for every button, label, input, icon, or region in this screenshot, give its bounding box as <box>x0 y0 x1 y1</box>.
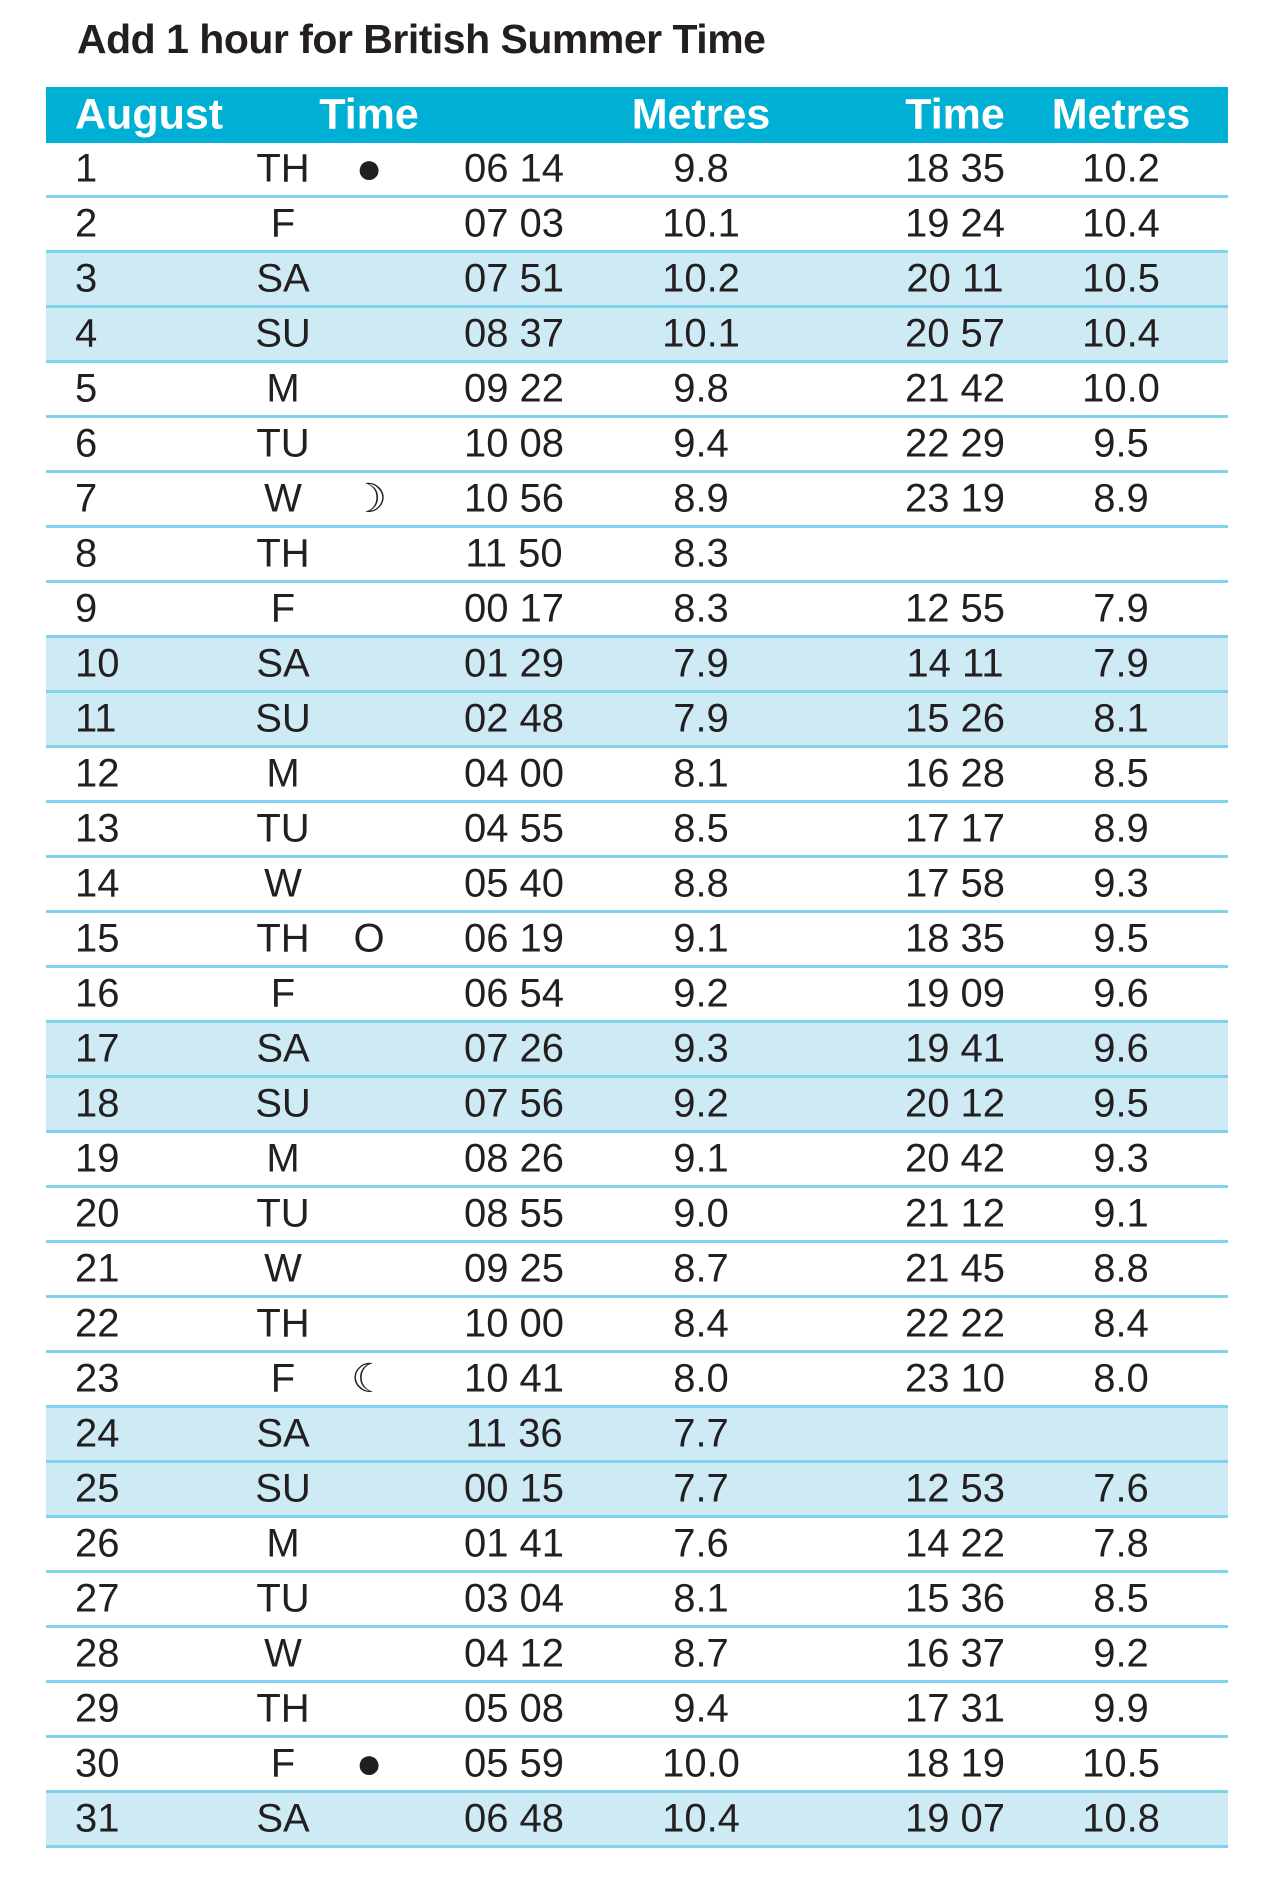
high-water-time-2: 19 41 <box>904 1026 1006 1071</box>
height-metres-1: 9.4 <box>673 421 729 466</box>
height-metres-2: 8.0 <box>1093 1356 1149 1401</box>
high-water-time-2: 19 09 <box>904 971 1006 1016</box>
table-row <box>46 748 1228 803</box>
high-water-time-1: 00 17 <box>463 586 565 631</box>
high-water-time-1: 06 19 <box>463 916 565 961</box>
table-row <box>46 1133 1228 1188</box>
high-water-time-2: 23 19 <box>904 476 1006 521</box>
day-of-week: TH <box>256 916 310 961</box>
height-metres-2: 10.5 <box>1082 1741 1160 1786</box>
day-number: 4 <box>75 311 98 356</box>
header-metres-1: Metres <box>631 90 771 139</box>
high-water-time-2: 19 07 <box>904 1796 1006 1841</box>
height-metres-1: 8.0 <box>673 1356 729 1401</box>
table-row <box>46 143 1228 198</box>
day-number: 25 <box>75 1466 120 1511</box>
height-metres-1: 8.7 <box>673 1631 729 1676</box>
table-row <box>46 473 1228 528</box>
table-row <box>46 1243 1228 1298</box>
high-water-time-1: 05 08 <box>463 1686 565 1731</box>
table-row <box>46 1023 1228 1078</box>
height-metres-1: 8.8 <box>673 861 729 906</box>
height-metres-1: 7.6 <box>673 1521 729 1566</box>
height-metres-2: 9.6 <box>1093 971 1149 1016</box>
high-water-time-1: 08 37 <box>463 311 565 356</box>
height-metres-2: 8.8 <box>1093 1246 1149 1291</box>
height-metres-1: 8.5 <box>673 806 729 851</box>
height-metres-2: 10.0 <box>1082 366 1160 411</box>
day-of-week: W <box>264 1246 302 1291</box>
table-row <box>46 1518 1228 1573</box>
height-metres-2: 10.8 <box>1082 1796 1160 1841</box>
high-water-time-2: 12 53 <box>904 1466 1006 1511</box>
table-row <box>46 1683 1228 1738</box>
high-water-time-2: 18 19 <box>904 1741 1006 1786</box>
day-number: 5 <box>75 366 98 411</box>
height-metres-2: 7.6 <box>1093 1466 1149 1511</box>
table-row <box>46 1188 1228 1243</box>
table-row <box>46 363 1228 418</box>
day-of-week: TH <box>256 1686 310 1731</box>
high-water-time-2: 15 36 <box>904 1576 1006 1621</box>
high-water-time-1: 08 26 <box>463 1136 565 1181</box>
table-row <box>46 418 1228 473</box>
high-water-time-1: 03 04 <box>463 1576 565 1621</box>
high-water-time-1: 00 15 <box>463 1466 565 1511</box>
high-water-time-2: 17 17 <box>904 806 1006 851</box>
header-time-1: Time <box>319 90 419 139</box>
day-of-week: TH <box>256 146 310 191</box>
height-metres-1: 8.1 <box>673 751 729 796</box>
table-row <box>46 308 1228 363</box>
height-metres-2: 7.8 <box>1093 1521 1149 1566</box>
day-number: 20 <box>75 1191 120 1236</box>
table-row <box>46 253 1228 308</box>
height-metres-1: 8.1 <box>673 1576 729 1621</box>
height-metres-2: 9.5 <box>1093 421 1149 466</box>
high-water-time-1: 10 56 <box>463 476 565 521</box>
high-water-time-2: 21 12 <box>904 1191 1006 1236</box>
high-water-time-1: 07 03 <box>463 201 565 246</box>
height-metres-2: 9.3 <box>1093 861 1149 906</box>
height-metres-2: 9.3 <box>1093 1136 1149 1181</box>
height-metres-1: 8.4 <box>673 1301 729 1346</box>
day-of-week: SU <box>255 1081 311 1126</box>
table-header <box>46 87 1228 143</box>
day-of-week: M <box>266 751 300 796</box>
height-metres-1: 7.9 <box>673 641 729 686</box>
high-water-time-1: 01 29 <box>463 641 565 686</box>
new-moon-icon: ● <box>355 1739 383 1788</box>
high-water-time-1: 04 00 <box>463 751 565 796</box>
height-metres-2: 10.5 <box>1082 256 1160 301</box>
height-metres-1: 9.1 <box>673 916 729 961</box>
table-row <box>46 1353 1228 1408</box>
height-metres-1: 9.0 <box>673 1191 729 1236</box>
height-metres-1: 9.8 <box>673 366 729 411</box>
table-row <box>46 198 1228 253</box>
high-water-time-1: 07 26 <box>463 1026 565 1071</box>
high-water-time-2: 20 11 <box>906 256 1004 301</box>
high-water-time-1: 09 25 <box>463 1246 565 1291</box>
high-water-time-2: 19 24 <box>904 201 1006 246</box>
height-metres-2: 10.4 <box>1082 201 1160 246</box>
height-metres-2: 8.9 <box>1093 476 1149 521</box>
height-metres-2: 10.2 <box>1082 146 1160 191</box>
high-water-time-1: 08 55 <box>463 1191 565 1236</box>
day-number: 12 <box>75 751 120 796</box>
day-number: 27 <box>75 1576 120 1621</box>
day-number: 13 <box>75 806 120 851</box>
day-number: 7 <box>75 476 98 521</box>
height-metres-1: 7.7 <box>673 1466 729 1511</box>
high-water-time-1: 04 55 <box>463 806 565 851</box>
table-row <box>46 1573 1228 1628</box>
high-water-time-2: 17 58 <box>904 861 1006 906</box>
height-metres-2: 10.4 <box>1082 311 1160 356</box>
high-water-time-2: 18 35 <box>904 916 1006 961</box>
day-of-week: SA <box>256 641 310 686</box>
high-water-time-2: 16 37 <box>904 1631 1006 1676</box>
new-moon-icon: ● <box>355 144 383 193</box>
table-row <box>46 1078 1228 1133</box>
table-row <box>46 1298 1228 1353</box>
table-row <box>46 583 1228 638</box>
day-number: 22 <box>75 1301 120 1346</box>
height-metres-2: 7.9 <box>1093 641 1149 686</box>
height-metres-2: 8.5 <box>1093 751 1149 796</box>
day-of-week: W <box>264 1631 302 1676</box>
day-number: 1 <box>75 146 98 191</box>
day-number: 24 <box>75 1411 120 1456</box>
height-metres-1: 9.8 <box>673 146 729 191</box>
first-quarter-moon-icon: ☽ <box>351 477 387 521</box>
day-of-week: F <box>270 1356 296 1401</box>
high-water-time-2: 23 10 <box>904 1356 1006 1401</box>
high-water-time-1: 06 54 <box>463 971 565 1016</box>
tide-table <box>46 87 1228 1848</box>
height-metres-2: 9.1 <box>1093 1191 1149 1236</box>
height-metres-1: 10.0 <box>662 1741 740 1786</box>
day-number: 23 <box>75 1356 120 1401</box>
high-water-time-2: 18 35 <box>904 146 1006 191</box>
day-of-week: M <box>266 1136 300 1181</box>
height-metres-1: 9.4 <box>673 1686 729 1731</box>
high-water-time-1: 04 12 <box>463 1631 565 1676</box>
day-number: 11 <box>75 696 117 741</box>
high-water-time-1: 07 56 <box>463 1081 565 1126</box>
day-of-week: SU <box>255 1466 311 1511</box>
table-row <box>46 638 1228 693</box>
high-water-time-2: 14 22 <box>904 1521 1006 1566</box>
day-number: 6 <box>75 421 98 466</box>
day-of-week: SU <box>255 311 311 356</box>
table-row <box>46 1793 1228 1848</box>
height-metres-1: 9.3 <box>673 1026 729 1071</box>
high-water-time-1: 05 40 <box>463 861 565 906</box>
table-row <box>46 1628 1228 1683</box>
day-of-week: TU <box>256 1191 310 1236</box>
page-title: Add 1 hour for British Summer Time <box>77 16 766 62</box>
high-water-time-1: 10 41 <box>463 1356 565 1401</box>
table-row <box>46 803 1228 858</box>
day-number: 8 <box>75 531 98 576</box>
height-metres-2: 7.9 <box>1093 586 1149 631</box>
height-metres-2: 9.5 <box>1093 1081 1149 1126</box>
high-water-time-2: 16 28 <box>904 751 1006 796</box>
high-water-time-1: 10 00 <box>463 1301 565 1346</box>
height-metres-1: 9.2 <box>673 1081 729 1126</box>
height-metres-1: 10.1 <box>662 201 740 246</box>
header-month: August <box>75 90 224 139</box>
header-metres-2: Metres <box>1051 90 1191 139</box>
height-metres-1: 8.7 <box>673 1246 729 1291</box>
high-water-time-1: 06 48 <box>463 1796 565 1841</box>
high-water-time-2: 22 22 <box>904 1301 1006 1346</box>
day-number: 2 <box>75 201 98 246</box>
high-water-time-2: 22 29 <box>904 421 1006 466</box>
day-number: 17 <box>75 1026 120 1071</box>
high-water-time-1: 11 36 <box>465 1411 563 1456</box>
day-of-week: F <box>270 1741 296 1786</box>
last-quarter-moon-icon: ☾ <box>351 1357 387 1401</box>
day-of-week: TU <box>256 806 310 851</box>
high-water-time-1: 07 51 <box>463 256 565 301</box>
height-metres-2: 8.9 <box>1093 806 1149 851</box>
table-row <box>46 693 1228 748</box>
day-of-week: TH <box>256 1301 310 1346</box>
high-water-time-2: 14 11 <box>906 641 1004 686</box>
height-metres-2: 9.6 <box>1093 1026 1149 1071</box>
high-water-time-2: 12 55 <box>904 586 1006 631</box>
day-of-week: TU <box>256 421 310 466</box>
height-metres-1: 10.1 <box>662 311 740 356</box>
height-metres-2: 8.5 <box>1093 1576 1149 1621</box>
height-metres-1: 8.9 <box>673 476 729 521</box>
high-water-time-1: 01 41 <box>463 1521 565 1566</box>
high-water-time-2: 17 31 <box>904 1686 1006 1731</box>
day-number: 18 <box>75 1081 120 1126</box>
day-number: 31 <box>75 1796 120 1841</box>
day-number: 3 <box>75 256 98 301</box>
height-metres-2: 8.1 <box>1093 696 1149 741</box>
day-number: 28 <box>75 1631 120 1676</box>
header-time-2: Time <box>905 90 1005 139</box>
height-metres-2: 8.4 <box>1093 1301 1149 1346</box>
height-metres-1: 8.3 <box>673 586 729 631</box>
day-of-week: SA <box>256 1411 310 1456</box>
table-row <box>46 1408 1228 1463</box>
height-metres-1: 7.9 <box>673 696 729 741</box>
high-water-time-1: 11 50 <box>465 531 563 576</box>
high-water-time-1: 02 48 <box>463 696 565 741</box>
high-water-time-2: 20 42 <box>904 1136 1006 1181</box>
height-metres-2: 9.9 <box>1093 1686 1149 1731</box>
height-metres-1: 8.3 <box>673 531 729 576</box>
day-number: 10 <box>75 641 120 686</box>
day-of-week: M <box>266 1521 300 1566</box>
day-number: 21 <box>75 1246 120 1291</box>
high-water-time-1: 06 14 <box>463 146 565 191</box>
day-of-week: W <box>264 476 302 521</box>
day-of-week: F <box>270 586 296 631</box>
day-of-week: TU <box>256 1576 310 1621</box>
height-metres-1: 10.4 <box>662 1796 740 1841</box>
high-water-time-2: 21 45 <box>904 1246 1006 1291</box>
full-moon-icon: O <box>353 916 385 961</box>
day-number: 16 <box>75 971 120 1016</box>
high-water-time-2: 20 12 <box>904 1081 1006 1126</box>
day-of-week: SA <box>256 1026 310 1071</box>
table-row <box>46 858 1228 913</box>
table-row <box>46 1463 1228 1518</box>
high-water-time-2: 15 26 <box>904 696 1006 741</box>
day-number: 15 <box>75 916 120 961</box>
table-row <box>46 1738 1228 1793</box>
height-metres-2: 9.5 <box>1093 916 1149 961</box>
day-of-week: W <box>264 861 302 906</box>
height-metres-1: 10.2 <box>662 256 740 301</box>
day-number: 30 <box>75 1741 120 1786</box>
day-of-week: F <box>270 201 296 246</box>
day-of-week: SU <box>255 696 311 741</box>
high-water-time-1: 10 08 <box>463 421 565 466</box>
day-of-week: SA <box>256 256 310 301</box>
high-water-time-1: 05 59 <box>463 1741 565 1786</box>
day-number: 19 <box>75 1136 120 1181</box>
day-of-week: TH <box>256 531 310 576</box>
high-water-time-2: 21 42 <box>904 366 1006 411</box>
table-row <box>46 913 1228 968</box>
day-number: 26 <box>75 1521 120 1566</box>
height-metres-1: 7.7 <box>673 1411 729 1456</box>
day-of-week: SA <box>256 1796 310 1841</box>
day-number: 29 <box>75 1686 120 1731</box>
height-metres-1: 9.1 <box>673 1136 729 1181</box>
table-row <box>46 528 1228 583</box>
day-number: 14 <box>75 861 120 906</box>
table-row <box>46 968 1228 1023</box>
height-metres-2: 9.2 <box>1093 1631 1149 1676</box>
high-water-time-1: 09 22 <box>463 366 565 411</box>
day-number: 9 <box>75 586 98 631</box>
day-of-week: F <box>270 971 296 1016</box>
high-water-time-2: 20 57 <box>904 311 1006 356</box>
height-metres-1: 9.2 <box>673 971 729 1016</box>
day-of-week: M <box>266 366 300 411</box>
